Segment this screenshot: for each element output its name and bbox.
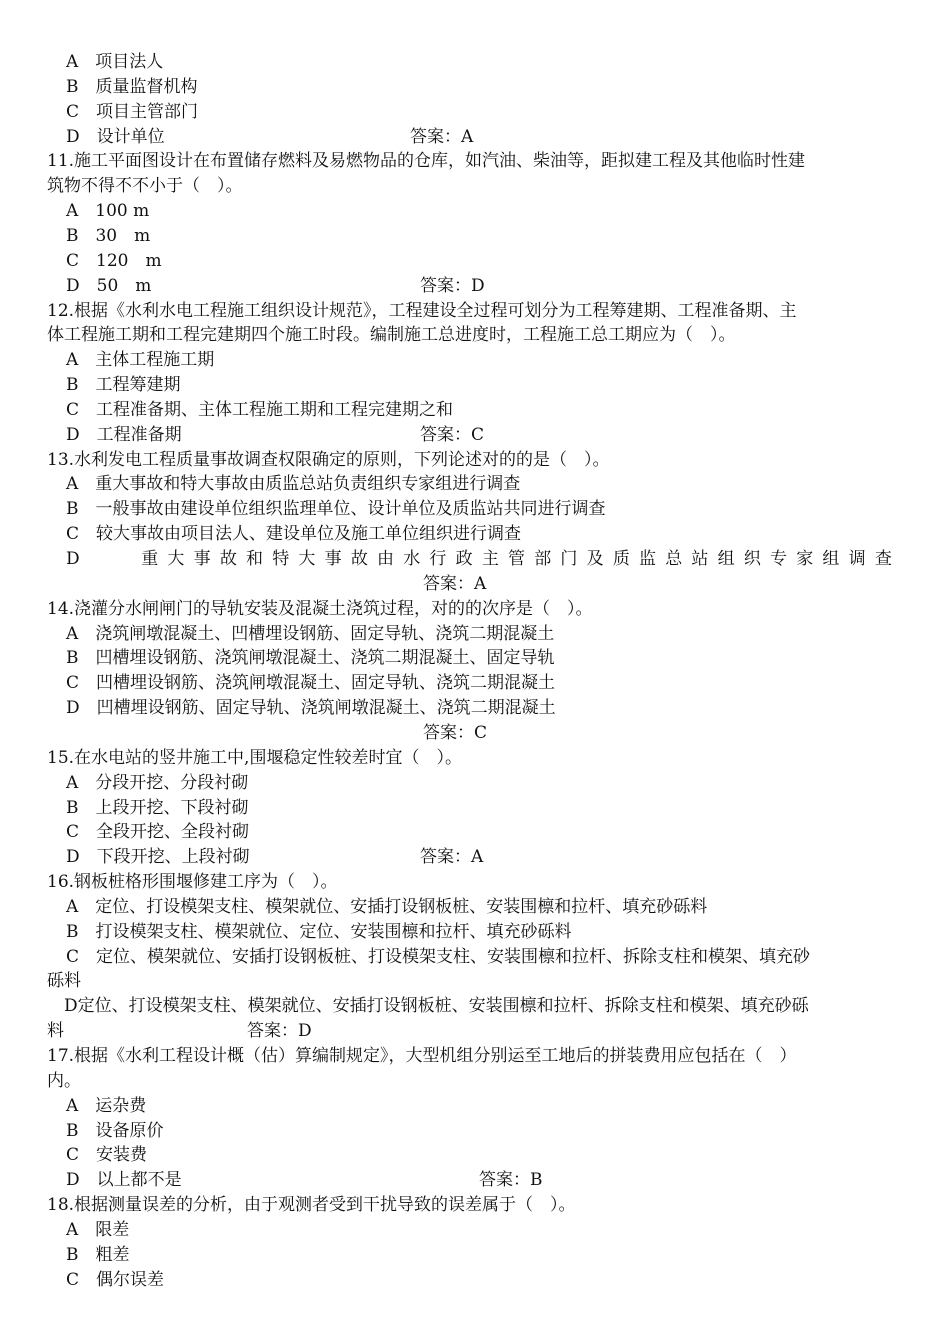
option-text: A 主体工程施工期 bbox=[66, 350, 215, 371]
text-line bbox=[0, 771, 950, 796]
text-line bbox=[0, 1268, 950, 1293]
text-line bbox=[0, 100, 950, 125]
text-line bbox=[0, 1218, 950, 1243]
text-line bbox=[0, 497, 950, 522]
option-text: A 浇筑闸墩混凝土、凹槽埋设钢筋、固定导轨、浇筑二期混凝土 bbox=[66, 623, 555, 644]
option-text: D 设计单位 bbox=[66, 126, 165, 147]
text-line bbox=[0, 796, 950, 821]
text-line bbox=[0, 224, 950, 249]
option-text: C 项目主管部门 bbox=[66, 101, 199, 122]
text-line bbox=[0, 423, 950, 448]
text-line bbox=[0, 323, 950, 348]
text-line bbox=[0, 274, 950, 299]
text-line bbox=[0, 1193, 950, 1218]
answer-label: 答案：A bbox=[423, 573, 487, 594]
text-line bbox=[0, 696, 950, 721]
text-line bbox=[0, 994, 950, 1019]
answer-label: 答案：C bbox=[420, 424, 485, 445]
option-text: D 凹槽埋设钢筋、固定导轨、浇筑闸墩混凝土、浇筑二期混凝土 bbox=[66, 698, 556, 719]
question-text: 14.浇灌分水闸闸门的导轨安装及混凝土浇筑过程，对的的次序是（ ）。 bbox=[47, 598, 593, 619]
option-text: C 全段开挖、全段衬砌 bbox=[66, 822, 250, 843]
option-text: B 设备原价 bbox=[66, 1120, 164, 1141]
question-text: 筑物不得不不小于（ ）。 bbox=[47, 176, 243, 197]
text-line bbox=[0, 1019, 950, 1044]
option-text: 砾料 bbox=[47, 971, 81, 992]
text-line bbox=[0, 746, 950, 771]
text-line bbox=[0, 1168, 950, 1193]
option-text: D 下段开挖、上段衬砌 bbox=[66, 847, 250, 868]
text-line bbox=[0, 1119, 950, 1144]
option-text: B 打设模架支柱、模架就位、定位、安装围檩和拉杆、填充砂砾料 bbox=[66, 921, 572, 942]
option-text: C 定位、模架就位、安插打设钢板桩、打设模架支柱、安装围檩和拉杆、拆除支柱和模架、填充砂 bbox=[66, 946, 811, 967]
text-line bbox=[0, 174, 950, 199]
question-text: 内。 bbox=[47, 1070, 81, 1091]
question-text: 15.在水电站的竖井施工中,围堰稳定性较差时宜（ ）。 bbox=[47, 747, 462, 768]
text-line bbox=[0, 1094, 950, 1119]
text-line bbox=[0, 870, 950, 895]
option-text: D定位、打设模架支柱、模架就位、安插打设钢板桩、安装围檩和拉杆、拆除支柱和模架、填充砂砾 bbox=[47, 996, 809, 1017]
option-text: C 工程准备期、主体工程施工期和工程完建期之和 bbox=[66, 399, 454, 420]
option-text: A 限差 bbox=[66, 1219, 130, 1240]
text-line bbox=[0, 1044, 950, 1069]
option-text: D 重大事故和特大事故由水行政主管部门及质监总站组织专家组调查 bbox=[66, 549, 902, 569]
text-line bbox=[0, 671, 950, 696]
option-text: C 凹槽埋设钢筋、浇筑闸墩混凝土、固定导轨、浇筑二期混凝土 bbox=[66, 673, 556, 694]
option-text: D 50 m bbox=[66, 275, 152, 296]
question-text: 18.根据测量误差的分析，由于观测者受到干扰导致的误差属于（ ）。 bbox=[47, 1195, 576, 1216]
answer-label: 答案：D bbox=[247, 1021, 312, 1042]
text-line bbox=[0, 1243, 950, 1268]
answer-label: 答案：B bbox=[479, 1170, 543, 1191]
option-text: B 质量监督机构 bbox=[66, 76, 198, 97]
text-line bbox=[0, 721, 950, 746]
text-line bbox=[0, 125, 950, 150]
question-text: 12.根据《水利水电工程施工组织设计规范》，工程建设全过程可划分为工程筹建期、工程准备期、主 bbox=[47, 300, 797, 321]
option-text: D 以上都不是 bbox=[66, 1170, 182, 1191]
text-line bbox=[0, 646, 950, 671]
text-line bbox=[0, 920, 950, 945]
option-text: B 上段开挖、下段衬砌 bbox=[66, 797, 249, 818]
text-line bbox=[0, 348, 950, 373]
option-text: A 定位、打设模架支柱、模架就位、安插打设钢板桩、安装围檩和拉杆、填充砂砾料 bbox=[66, 896, 708, 917]
option-text: D 工程准备期 bbox=[66, 424, 182, 445]
option-text: C 安装费 bbox=[66, 1145, 148, 1166]
text-line bbox=[0, 199, 950, 224]
text-line bbox=[0, 249, 950, 274]
question-text: 体工程施工期和工程完建期四个施工时段。编制施工总进度时，工程施工总工期应为（ ）。 bbox=[47, 325, 736, 346]
option-text: C 120 m bbox=[66, 250, 162, 271]
text-line bbox=[0, 820, 950, 845]
text-line bbox=[0, 572, 950, 597]
text-line bbox=[0, 373, 950, 398]
text-line bbox=[0, 945, 950, 970]
option-text: B 30 m bbox=[66, 225, 151, 246]
question-text: 13.水利发电工程质量事故调查权限确定的原则，下列论述对的的是（ ）。 bbox=[47, 449, 610, 470]
option-text: B 粗差 bbox=[66, 1244, 130, 1265]
option-text: A 运杂费 bbox=[66, 1095, 147, 1116]
text-line bbox=[0, 845, 950, 870]
text-line bbox=[0, 622, 950, 647]
text-line bbox=[0, 895, 950, 920]
question-text: 11.施工平面图设计在布置储存燃料及易燃物品的仓库，如汽油、柴油等，距拟建工程及其他临时性建 bbox=[47, 151, 806, 172]
option-text: A 项目法人 bbox=[66, 52, 164, 72]
question-text: 17.根据《水利工程设计概（估）算编制规定》，大型机组分别运至工地后的拼装费用应包括在（ ） bbox=[47, 1046, 797, 1066]
text-line bbox=[0, 547, 950, 572]
option-text: A 分段开挖、分段衬砌 bbox=[66, 772, 249, 793]
answer-label: 答案：A bbox=[420, 847, 484, 868]
option-text: B 凹槽埋设钢筋、浇筑闸墩混凝土、浇筑二期混凝土、固定导轨 bbox=[66, 648, 555, 669]
answer-label: 答案：D bbox=[420, 275, 485, 296]
answer-label: 答案：A bbox=[410, 126, 474, 147]
option-text: C 偶尔误差 bbox=[66, 1269, 165, 1290]
option-text: A 重大事故和特大事故由质监总站负责组织专家组进行调查 bbox=[66, 474, 521, 495]
text-line bbox=[0, 398, 950, 423]
option-text: A 100 m bbox=[66, 201, 150, 222]
text-line bbox=[0, 472, 950, 497]
text-line bbox=[0, 1069, 950, 1094]
text-line bbox=[0, 969, 950, 994]
option-text: C 较大事故由项目法人、建设单位及施工单位组织进行调查 bbox=[66, 524, 522, 545]
option-text: B 一般事故由建设单位组织监理单位、设计单位及质监站共同进行调查 bbox=[66, 499, 606, 520]
text-line bbox=[0, 1143, 950, 1168]
text-line bbox=[0, 75, 950, 100]
option-text: B 工程筹建期 bbox=[66, 375, 181, 396]
option-text: 料 bbox=[47, 1021, 64, 1042]
text-line bbox=[0, 299, 950, 324]
text-line bbox=[0, 597, 950, 622]
answer-label: 答案：C bbox=[423, 722, 488, 743]
text-line bbox=[0, 522, 950, 547]
text-line bbox=[0, 149, 950, 174]
question-text: 16.钢板桩格形围堰修建工序为（ ）。 bbox=[47, 872, 338, 893]
text-line bbox=[0, 50, 950, 75]
text-line bbox=[0, 448, 950, 473]
